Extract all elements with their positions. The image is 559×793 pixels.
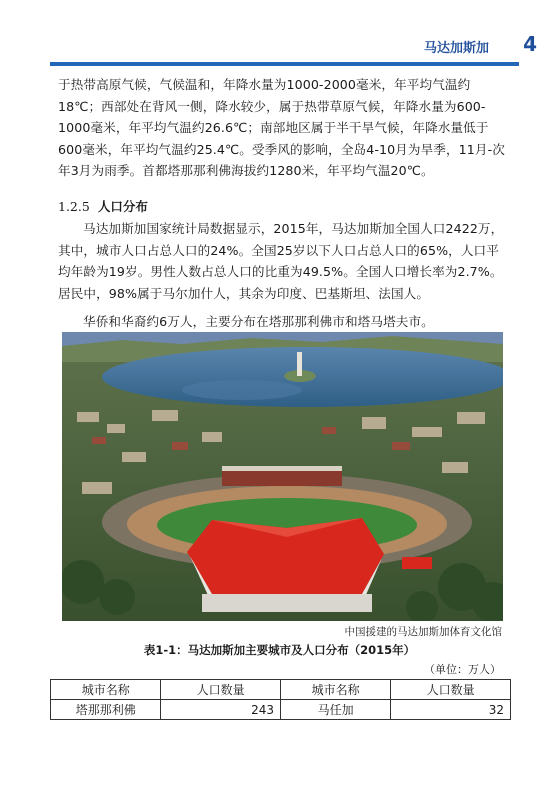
population-paragraph: 马达加斯加国家统计局数据显示，2015年，马达加斯加全国人口2422万，其中，城市人口占总人口的24%。全国25岁以下人口占总人口的65%，人口平均年龄为19岁。男性人数占总人口的比重为49.5%。全国人口增长率为2.7%。居民中，98%属于马尔加什人，其余为印度、巴基斯坦、法国人。 [58,221,504,301]
city-name-cell: 马任加 [280,700,390,720]
page-number: 4 [523,32,537,56]
chinese-community-paragraph: 华侨和华裔约6万人，主要分布在塔那那利佛市和塔马塔夫市。 [83,314,434,329]
section-number: 1.2.5 [58,199,90,214]
city-name-cell: 塔那那利佛 [51,700,161,720]
table-title: 表1-1：马达加斯加主要城市及人口分布（2015年） [143,643,416,657]
stadium-photo [62,332,503,621]
table-header-row [51,680,511,700]
column-header-city: 城市名称 [280,680,390,700]
population-cell: 32 [391,700,511,720]
table-row [51,700,511,720]
section-title: 人口分布 [97,199,148,214]
population-cell: 243 [161,700,281,720]
stadium-photo-illustration [62,332,503,621]
running-header-title: 马达加斯加 [423,41,489,56]
header-rule [50,62,519,66]
climate-paragraph: 于热带高原气候，气候温和，年降水量为1000-2000毫米，年平均气温约18℃；西部处在背风一侧，降水较少，属于热带草原气候，年降水量为600-1000毫米，年平均气温约26.6℃；南部地区属于半干旱气候，年降水量低于600毫米，年平均气温约25.4℃。受季风的影响，全岛4-10月为旱季，11月-次年3月为雨季。首都塔那那利佛海拔约1280米，年平均气温20℃。 [58,77,505,178]
city-population-table [50,679,511,720]
section-heading [58,197,148,215]
column-header-population: 人口数量 [161,680,281,700]
table-unit-note: （单位：万人） [424,663,501,676]
column-header-population: 人口数量 [391,680,511,700]
photo-caption: 中国援建的马达加斯加体育文化馆 [344,626,502,638]
column-header-city: 城市名称 [51,680,161,700]
